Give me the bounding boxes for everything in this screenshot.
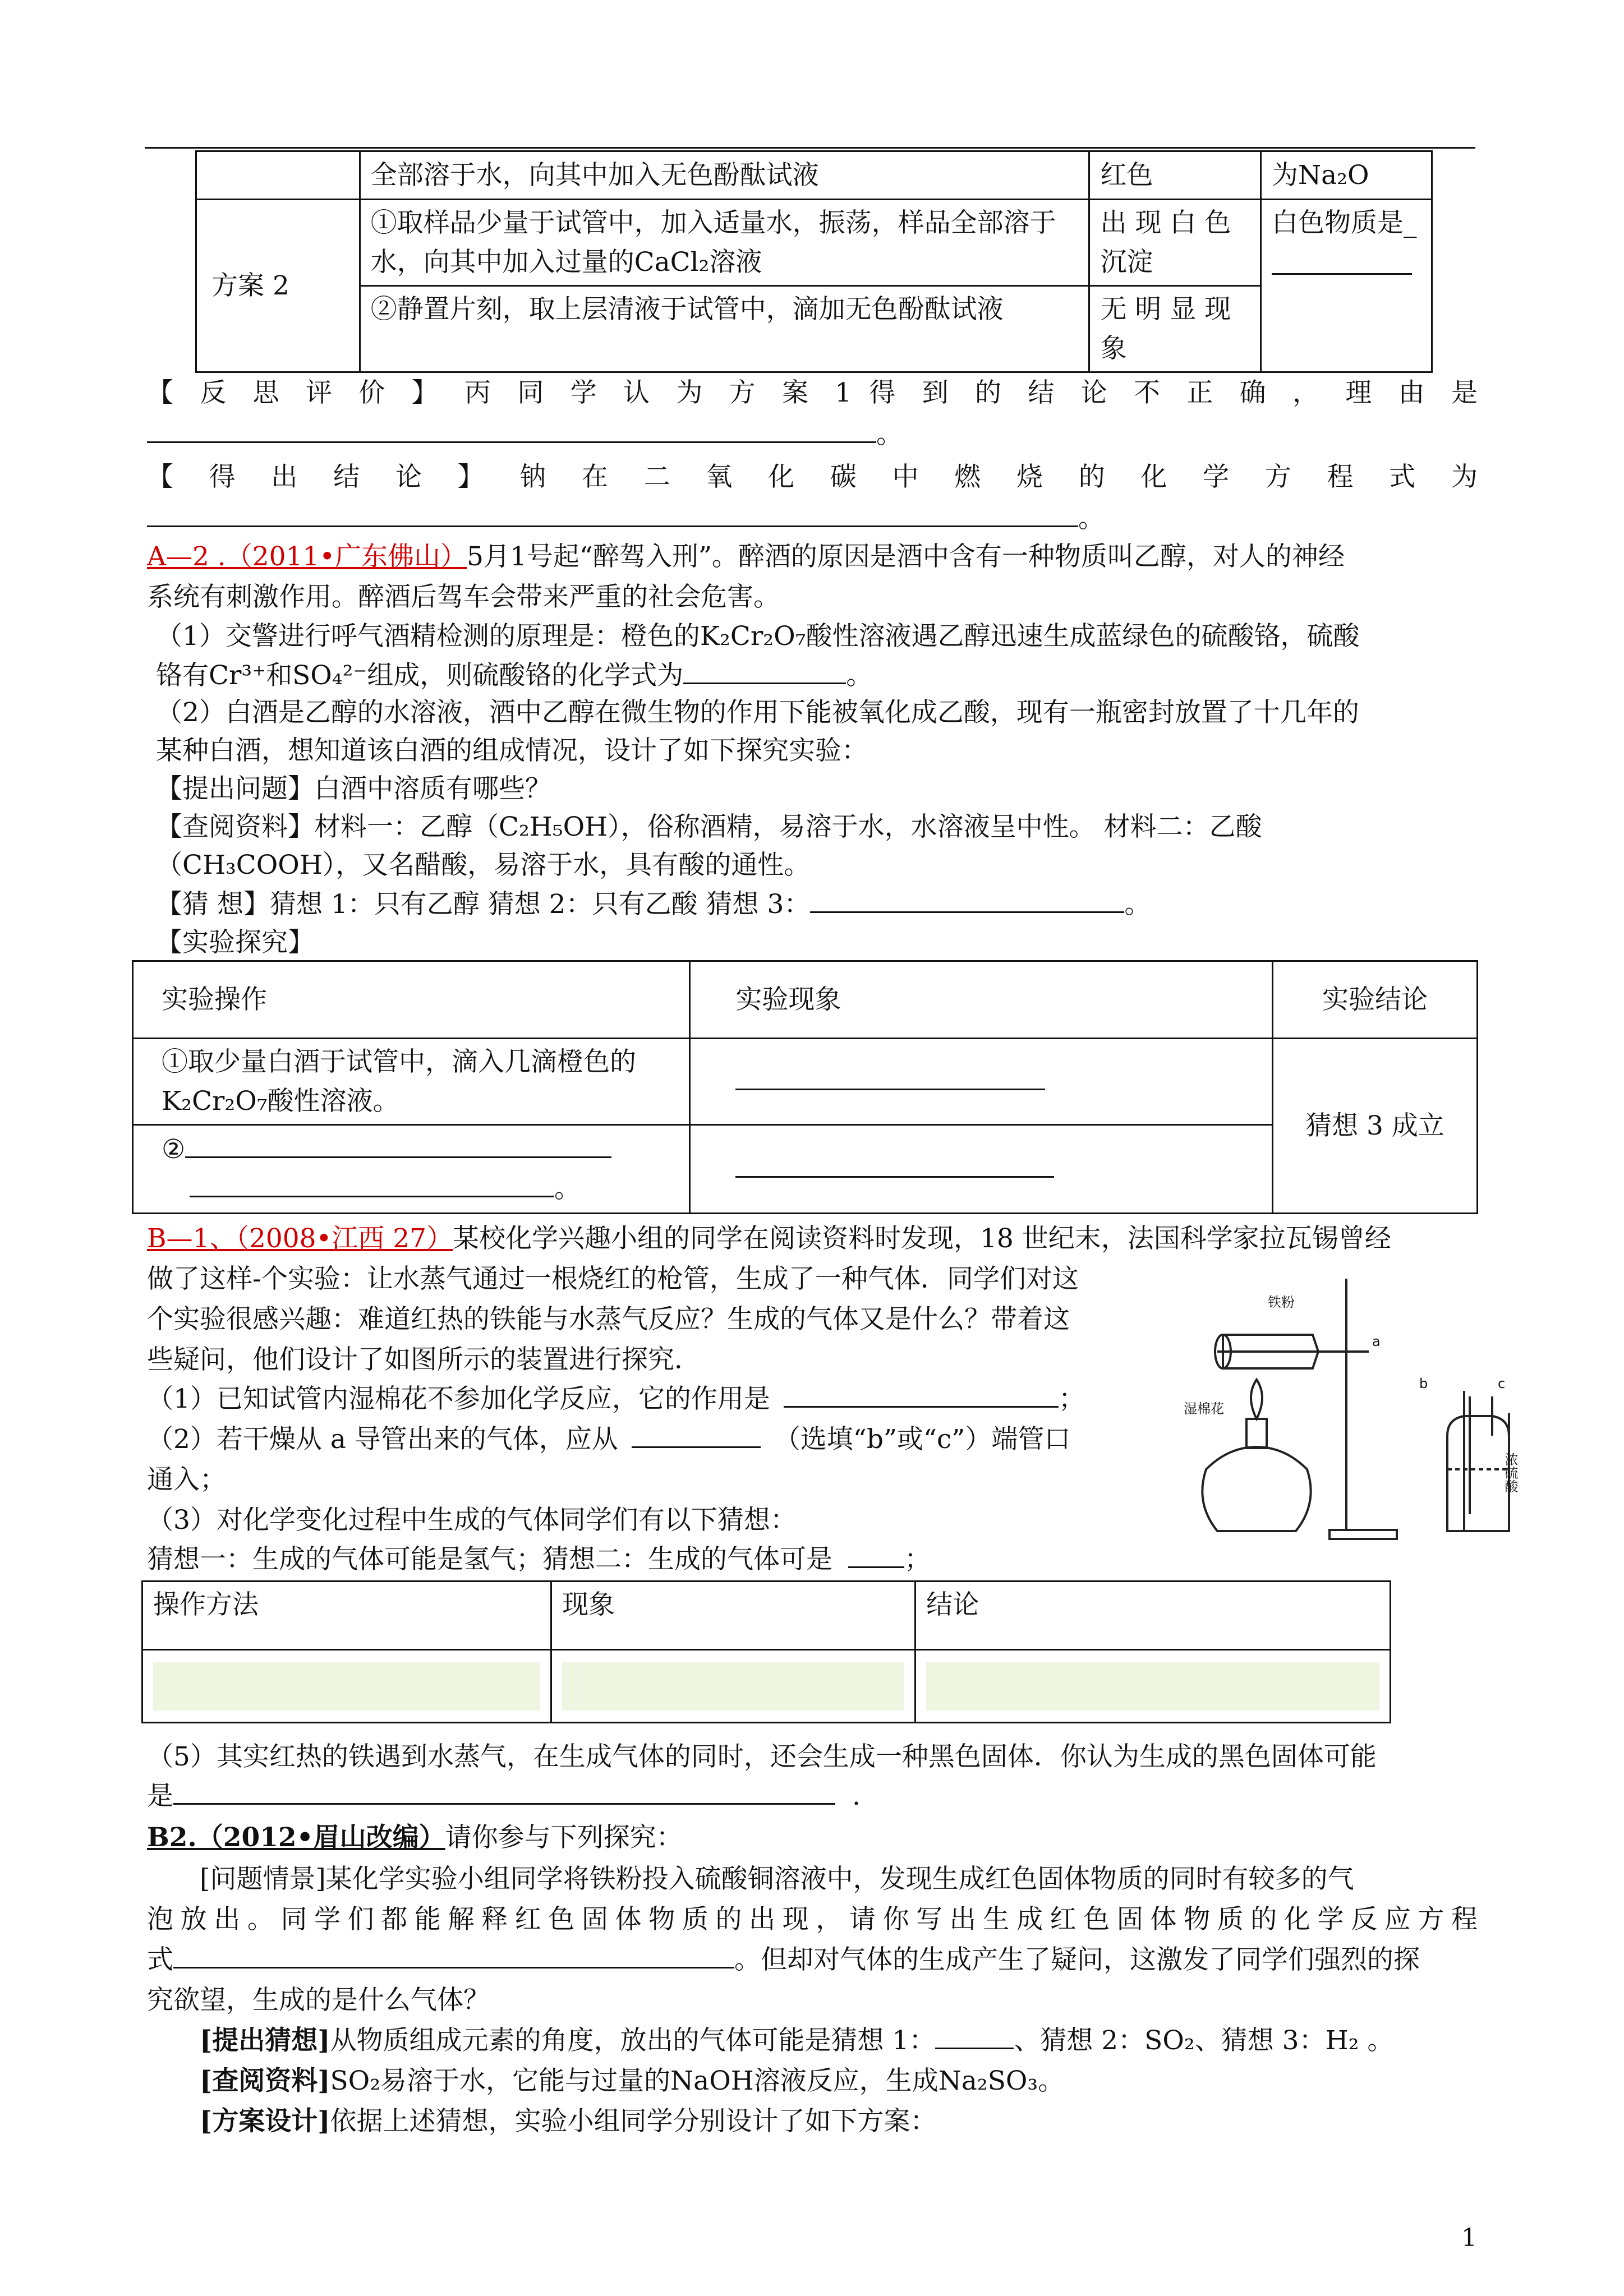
answer-blank <box>173 1781 835 1805</box>
b1-q5-line-2: 是 . <box>147 1781 861 1811</box>
table-cell: 为Na₂O <box>1261 151 1432 200</box>
answer-blank <box>784 1384 1059 1408</box>
question-text: 5月1号起“醉驾入刑”。醉酒的原因是酒中含有一种物质叫乙醇，对人的神经 <box>467 541 1345 572</box>
answer-blank <box>935 2025 1014 2049</box>
table-cell <box>551 1650 915 1723</box>
method-table <box>141 1580 1391 1723</box>
period: 。 <box>1078 503 1105 534</box>
question-text: 某校化学兴趣小组的同学在阅读资料时发现，18 世纪末，法国科学家拉瓦锡曾经 <box>453 1223 1391 1254</box>
question-text: 式 <box>147 1944 173 1975</box>
table-cell <box>1261 200 1432 372</box>
experiment-table <box>132 960 1478 1214</box>
table-cell: 出 现 白 色 沉淀 <box>1089 200 1261 286</box>
answer-blank <box>683 660 846 684</box>
question-text: 是 <box>147 1781 173 1811</box>
answer-blank <box>735 1066 1045 1090</box>
table-cell <box>196 151 360 200</box>
answer-blank <box>173 1944 734 1968</box>
b1-q2-cont: 通入； <box>147 1464 226 1495</box>
label-acid: 浓硫酸 <box>1502 1453 1518 1493</box>
question-tag: A—2 .（2011•广东佛山） <box>147 541 467 572</box>
table-header: 操作方法 <box>142 1582 551 1650</box>
question-text: （2）若干燥从 a 导管出来的气体，应从 <box>147 1424 618 1455</box>
question-text: SO₂易溶于水，它能与过量的NaOH溶液反应，生成Na₂SO₃。 <box>330 2066 1065 2096</box>
label-b: b <box>1419 1376 1428 1391</box>
answer-blank <box>185 1134 611 1158</box>
a2-q2-line-2: 某种白酒，想知道该白酒的组成情况，设计了如下探究实验： <box>156 735 868 766</box>
b2-line-1 <box>147 1818 683 1857</box>
answer-blank <box>147 419 876 443</box>
table-cell: 猜想 3 成立 <box>1273 1039 1478 1214</box>
period: 。 <box>876 419 903 450</box>
a2-q1-line-1: （1）交警进行呼气酒精检测的原理是：橙色的K₂Cr₂O₇酸性溶液遇乙醇迅速生成蓝绿色的硫酸铬，硫酸 <box>156 621 1360 652</box>
b2-hypothesis <box>200 2021 1393 2060</box>
answer-blank <box>810 889 1124 913</box>
table-header: 实验现象 <box>690 961 1273 1039</box>
b1-q1: （1）已知试管内湿棉花不参加化学反应，它的作用是 ； <box>147 1384 1085 1414</box>
answer-blank <box>632 1424 761 1448</box>
alcohol-lamp <box>1202 1447 1310 1531</box>
table-cell: 红色 <box>1089 151 1261 200</box>
table-cell <box>142 1650 551 1723</box>
b2-scenario-2: 泡放出。同学们都能解释红色固体物质的出现，请你写出生成红色固体物质的化学反应方程 <box>147 1904 1478 1935</box>
question-text: 请你参与下列探究： <box>445 1822 683 1853</box>
table-cell <box>690 1039 1273 1125</box>
explore-heading: 【实验探究】 <box>156 927 314 958</box>
b1-line-1 <box>147 1219 1391 1258</box>
table-cell: ①取少量白酒于试管中，滴入几滴橙色的K₂Cr₂O₇酸性溶液。 <box>133 1039 690 1125</box>
section-label: [方案设计] <box>200 2106 330 2137</box>
hypothesis-line: 【猜 想】猜想 1：只有乙醇 猜想 2：只有乙酸 猜想 3： 。 <box>156 889 1151 920</box>
question-text: 从物质组成元素的角度，放出的气体可能是猜想 1： <box>330 2025 936 2056</box>
page-number: 1 <box>1461 2224 1477 2252</box>
question-text: 猜想一：生成的气体可能是氢气；猜想二：生成的气体可是 <box>147 1544 832 1575</box>
question-text: 铬有Cr³⁺和SO₄²⁻组成，则硫酸铬的化学式为 <box>156 660 684 691</box>
answer-blank <box>147 503 1078 527</box>
table-cell <box>915 1650 1391 1723</box>
b1-q5-line-1: （5）其实红热的铁遇到水蒸气，在生成气体的同时，还会生成一种黑色固体．你认为生成的黑色固体可能 <box>147 1741 1377 1772</box>
b2-scenario-3 <box>147 1940 1420 1980</box>
table-cell: ② 。 <box>133 1125 690 1214</box>
b1-q3: （3）对化学变化过程中生成的气体同学们有以下猜想： <box>147 1505 797 1536</box>
table-header: 实验结论 <box>1273 961 1478 1039</box>
scheme-label: 方案 2 <box>196 200 360 372</box>
question-text: （选填“b”或“c”）端管口 <box>774 1424 1071 1455</box>
question-tag: B—1、（2008•江西 27） <box>147 1223 453 1254</box>
table-header: 实验操作 <box>133 961 690 1039</box>
apparatus-figure <box>1184 1267 1518 1548</box>
question-text: （1）已知试管内湿棉花不参加化学反应，它的作用是 <box>147 1384 770 1414</box>
reflection-answer <box>147 415 903 454</box>
b1-guess: 猜想一：生成的气体可能是氢气；猜想二：生成的气体可是 ； <box>147 1544 931 1575</box>
b1-line-4: 些疑问，他们设计了如图所示的装置进行探究． <box>147 1344 701 1375</box>
b2-design <box>200 2102 936 2141</box>
b2-reference <box>200 2062 1064 2101</box>
table-cell: ②静置片刻，取上层清液于试管中，滴加无色酚酞试液 <box>360 286 1089 372</box>
b1-line-2: 做了这样-个实验：让水蒸气通过一根烧红的枪管，生成了一种气体．同学们对这 <box>147 1264 1079 1294</box>
step-number: ② <box>162 1134 186 1165</box>
label-iron-powder: 铁粉 <box>1268 1294 1295 1310</box>
table-cell: ①取样品少量于试管中，加入适量水，振荡，样品全部溶于水，向其中加入过量的CaCl₂溶液 <box>360 200 1089 286</box>
label-a: a <box>1372 1334 1381 1349</box>
answer-blank <box>735 1154 1054 1178</box>
answer-blank <box>190 1173 554 1197</box>
hypothesis-text: 【猜 想】猜想 1：只有乙醇 猜想 2：只有乙酸 猜想 3： <box>156 889 811 920</box>
b1-q2 <box>147 1420 1070 1459</box>
table-header: 现象 <box>551 1582 915 1650</box>
question-text: 。但却对气体的生成产生了疑问，这激发了同学们强烈的探 <box>734 1944 1420 1975</box>
reference-line-1: 【查阅资料】材料一：乙醇（C₂H₅OH），俗称酒精，易溶于水，水溶液呈中性。 材料二：乙酸 <box>156 812 1262 842</box>
section-label: [提出猜想] <box>200 2025 330 2056</box>
b2-scenario-1: [问题情景]某化学实验小组同学将铁粉投入硫酸铜溶液中，发现生成红色固体物质的同时有较多的气 <box>200 1864 1354 1894</box>
reflection-line: 【 反 思 评 价 】 丙 同 学 认 为 方 案 1 得 到 的 结 论 不 正 确 ， 理 由 是 <box>147 377 1478 408</box>
reference-line-2: （CH₃COOH），又名醋酸，易溶于水，具有酸的通性。 <box>156 850 811 880</box>
conclusion-line: 【 得 出 结 论 】 钠 在 二 氧 化 碳 中 燃 烧 的 化 学 方 程 式 为 <box>147 462 1478 492</box>
answer-area[interactable] <box>562 1662 904 1711</box>
b1-line-3: 个实验很感兴趣：难道红热的铁能与水蒸气反应？生成的气体又是什么？带着这 <box>147 1304 1070 1335</box>
label-wet-cotton: 湿棉花 <box>1184 1401 1224 1417</box>
wash-bottle <box>1447 1416 1509 1531</box>
answer-blank <box>848 1544 904 1568</box>
table-cell: 无 明 显 现象 <box>1089 286 1261 372</box>
question-tag: B2.（2012•眉山改编） <box>147 1822 445 1853</box>
lamp-wick-holder <box>1246 1419 1267 1448</box>
answer-area[interactable] <box>153 1662 540 1711</box>
stand-base <box>1329 1530 1397 1539</box>
answer-blank <box>1272 251 1412 275</box>
a2-line-1 <box>147 537 1345 577</box>
question-text: 、猜想 2：SO₂、猜想 3：H₂ 。 <box>1014 2025 1394 2056</box>
flame <box>1251 1380 1262 1419</box>
a2-q1-line-2: 铬有Cr³⁺和SO₄²⁻组成，则硫酸铬的化学式为 。 <box>156 660 873 691</box>
header-rule <box>145 147 1475 149</box>
label-c: c <box>1498 1376 1506 1391</box>
conclusion-text: 白色物质是_ <box>1272 208 1417 238</box>
table-cell: 全部溶于水，向其中加入无色酚酞试液 <box>360 151 1089 200</box>
b2-scenario-4: 究欲望，生成的是什么气体？ <box>147 1985 490 2016</box>
section-label: [查阅资料] <box>200 2066 330 2096</box>
a2-line-2: 系统有刺激作用。醉酒后驾车会带来严重的社会危害。 <box>147 582 780 612</box>
top-table <box>195 150 1433 373</box>
a2-q2-line-1: （2）白酒是乙醇的水溶液，酒中乙醇在微生物的作用下能被氧化成乙酸，现有一瓶密封放置了十几年的 <box>156 697 1359 728</box>
table-header: 结论 <box>915 1582 1391 1650</box>
problem-statement: 【提出问题】白酒中溶质有哪些？ <box>156 773 551 804</box>
question-text: 依据上述猜想，实验小组同学分别设计了如下方案： <box>330 2106 937 2137</box>
conclusion-answer <box>147 499 1105 538</box>
table-cell <box>690 1125 1273 1214</box>
answer-area[interactable] <box>926 1662 1379 1711</box>
